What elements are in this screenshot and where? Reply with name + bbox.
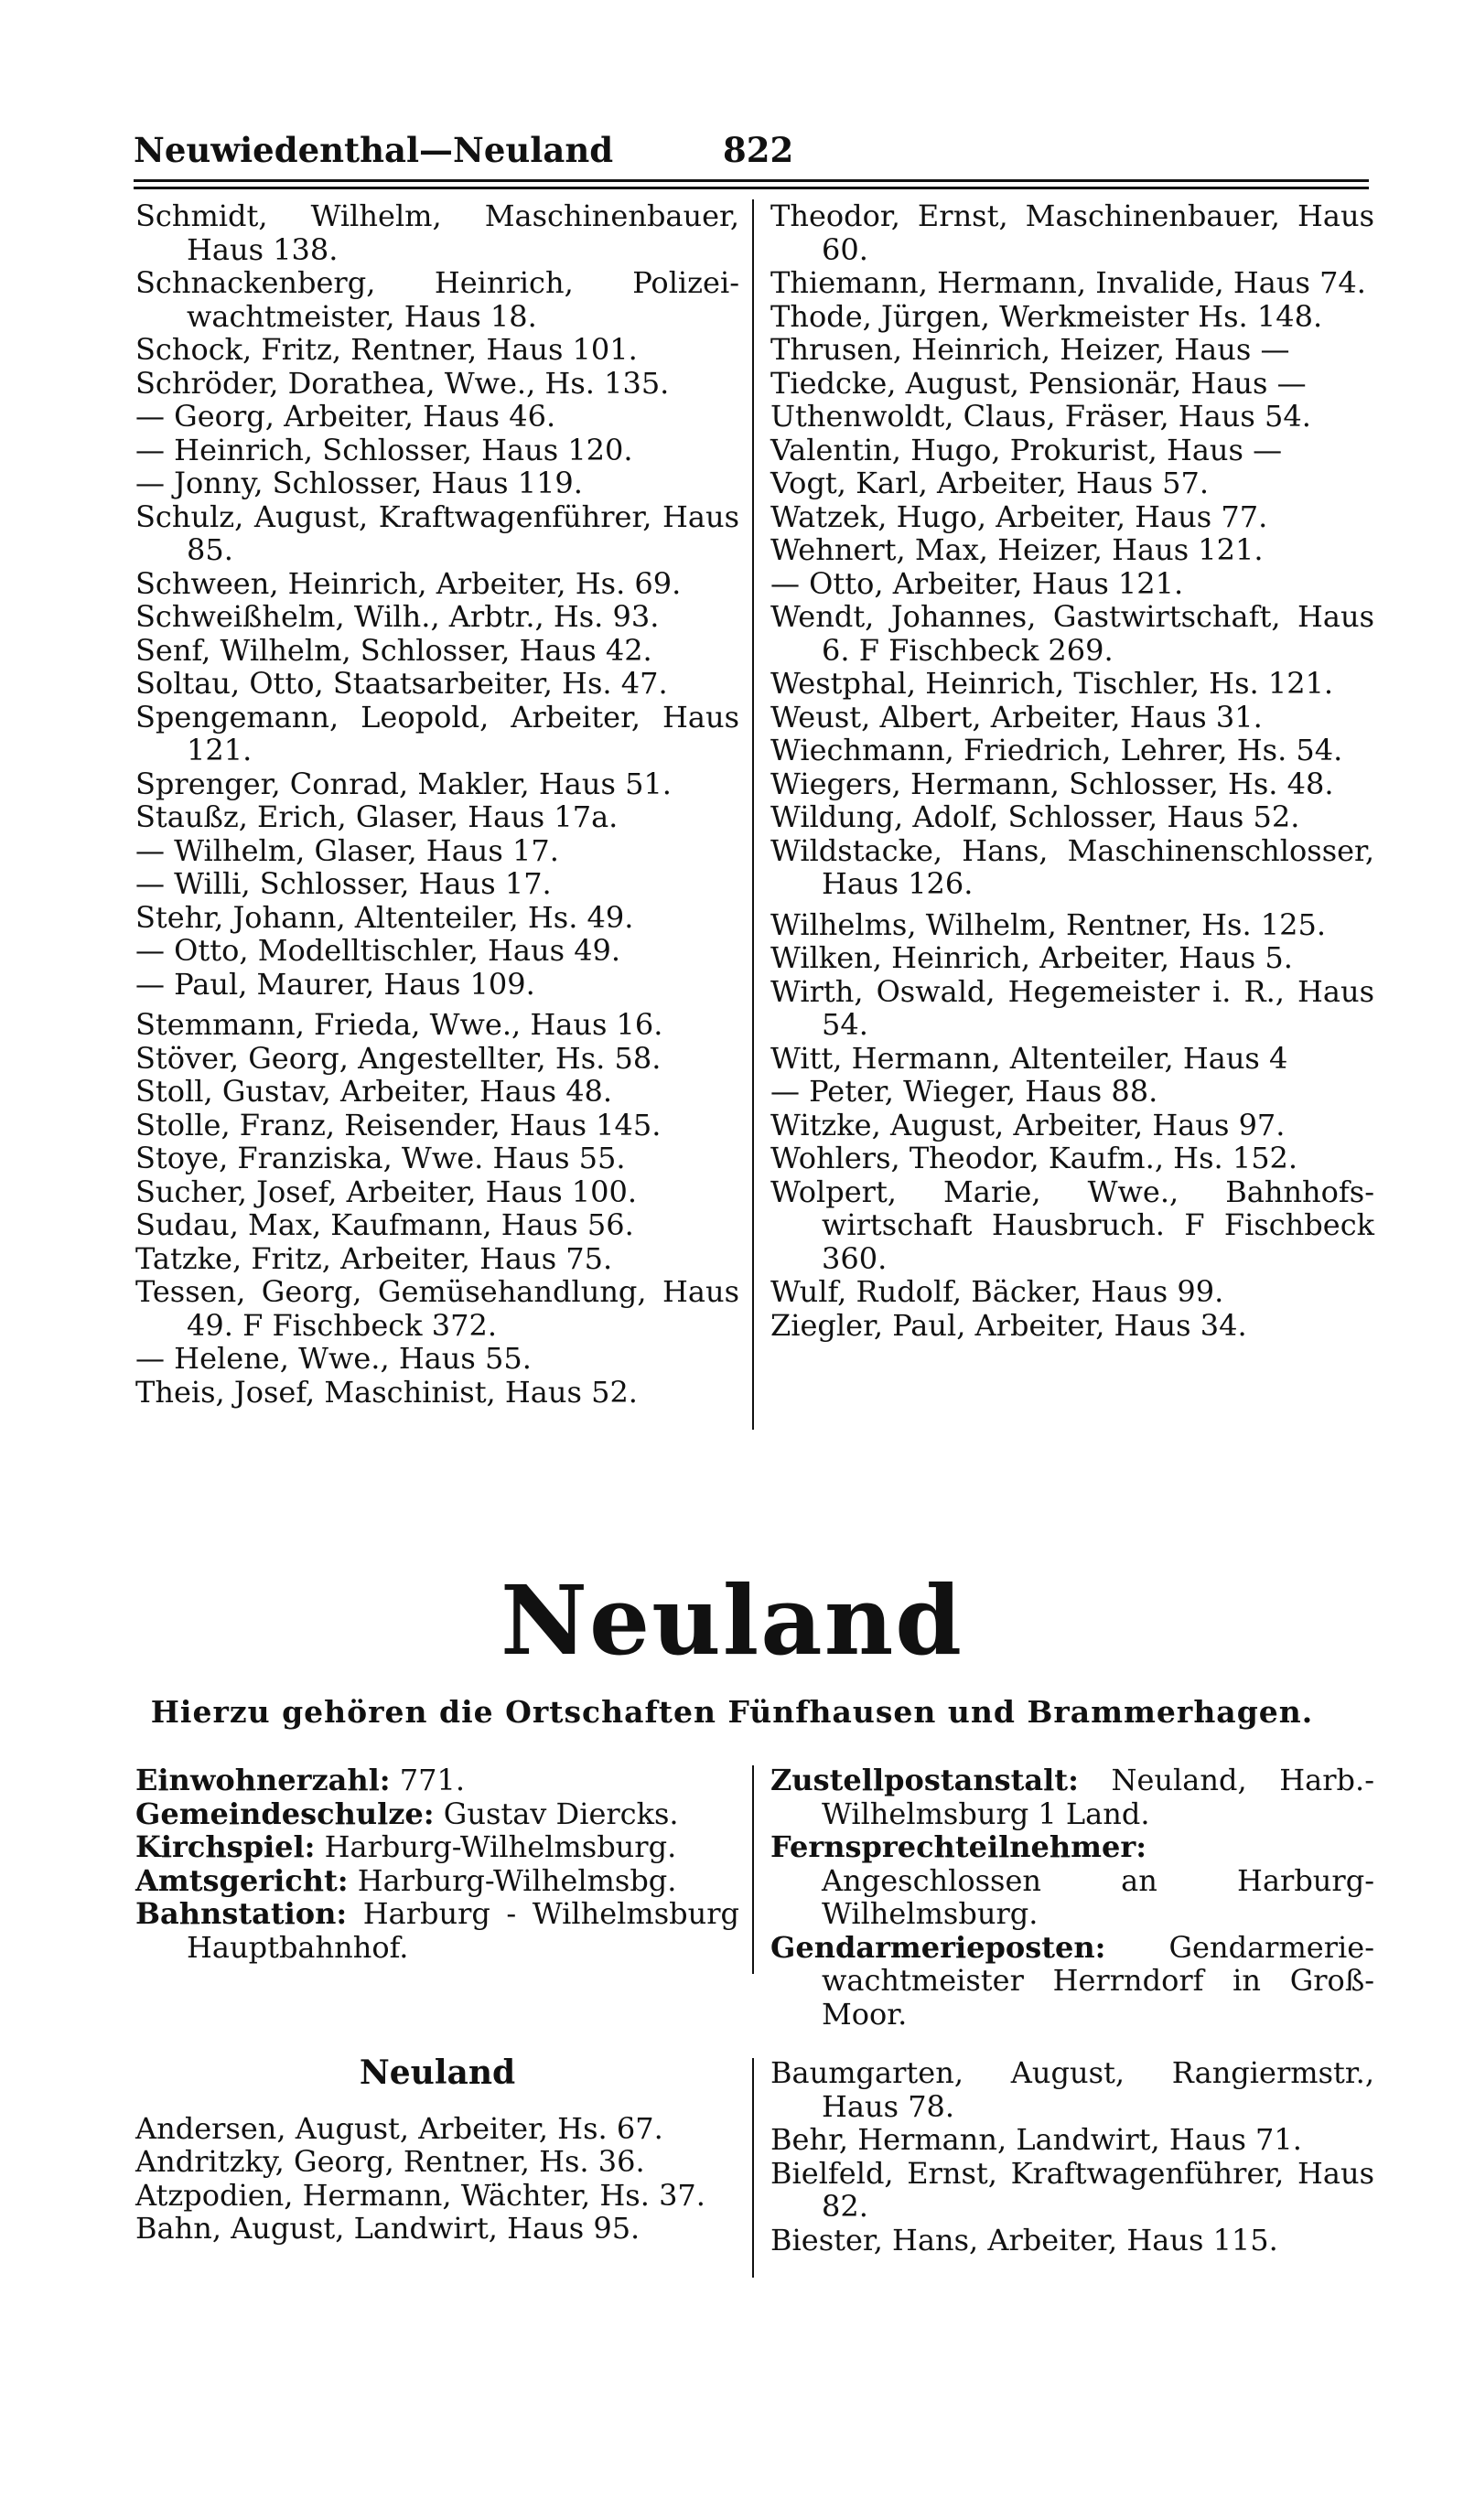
list-item: Vogt, Karl, Arbeiter, Haus 57. [770,466,1210,500]
list-item: Wilhelms, Wilhelm, Rentner, Hs. 125. [770,906,1327,942]
list-item: Thiemann, Hermann, Invalide, Haus 74. [770,265,1366,300]
info-value: Harburg-Wilhelmsburg. [315,1829,677,1864]
page-number: 822 [723,130,794,170]
info-value: Harburg-Wilhelmsbg. [348,1862,677,1898]
directory-left-column [135,199,739,1409]
info-item-population [135,1764,739,1797]
section-title: Neuland [500,1564,964,1677]
list-item: Uthenwoldt, Claus, Fräser, Haus 54. [770,399,1311,434]
list-item: Schmidt, Wilhelm, Maschinenbauer, Haus 138. [135,198,739,267]
list-item: — Peter, Wieger, Haus 88. [770,1074,1158,1109]
list-item: Andritzky, Georg, Rentner, Hs. 36. [135,2144,645,2179]
list-item: Soltau, Otto, Staatsarbeiter, Hs. 47. [135,666,668,701]
info-item-parish [135,1830,739,1864]
list-item: Tiedcke, August, Pensionär, Haus — [770,365,1307,401]
list-item: — Jonny, Schlosser, Haus 119. [135,466,583,500]
info-label: Bahnstation: [135,1896,348,1931]
list-item: Tessen, Georg, Gemüsehandlung, Haus 49. F Fischbeck 372. [135,1274,739,1343]
info-label: Amtsgericht: [135,1862,349,1898]
list-item: Westphal, Heinrich, Tischler, Hs. 121. [770,666,1334,701]
list-item: Wulf, Rudolf, Bäcker, Haus 99. [770,1274,1224,1309]
info-item-station [135,1897,739,1964]
list-item: Staußz, Erich, Glaser, Haus 17a. [135,799,619,834]
list-item: — Paul, Maurer, Haus 109. [135,966,535,1002]
list-item: Stoll, Gustav, Arbeiter, Haus 48. [135,1074,613,1109]
list-item: Wildung, Adolf, Schlosser, Haus 52. [770,799,1300,834]
list-item: Wirth, Oswald, Hegemeister i. R., Haus 54. [770,973,1374,1042]
info-value: Gustav Diercks. [434,1796,679,1831]
list-item: Schulz, August, Kraftwagenführer, Haus 85. [135,499,739,567]
info-label: Fernsprechteilnehmer: [770,1829,1147,1864]
list-item: Sprenger, Conrad, Makler, Haus 51. [135,766,672,801]
info-value: Neuland, Harb.-Wilhelmsburg 1 Land. [822,1763,1374,1831]
list-item: Theis, Josef, Maschinist, Haus 52. [135,1374,638,1410]
list-item: Senf, Wilhelm, Schlosser, Haus 42. [135,632,652,668]
list-item: Ziegler, Paul, Arbeiter, Haus 34. [770,1307,1247,1343]
info-value: Angeschlossen an Harburg-Wilhelmsburg. [822,1862,1374,1931]
header-rule-bottom [134,187,1369,189]
list-item: Stöver, Georg, Angestellter, Hs. 58. [135,1040,662,1076]
list-item: Wendt, Johannes, Gastwirtschaft, Haus 6. F Fischbeck 269. [770,599,1374,668]
info-label: Kirchspiel: [135,1829,316,1864]
list-item: Tatzke, Fritz, Arbeiter, Haus 75. [135,1240,613,1276]
list-item: — Willi, Schlosser, Haus 17. [135,866,552,901]
list-item: Sudau, Max, Kaufmann, Haus 56. [135,1207,634,1242]
list-item: Wiechmann, Friedrich, Lehrer, Hs. 54. [770,733,1343,767]
list-item: Stehr, Johann, Altenteiler, Hs. 49. [135,899,634,935]
list-item: Biester, Hans, Arbeiter, Haus 115. [770,2222,1278,2257]
column-divider-upper [752,199,754,1430]
list-item: — Helene, Wwe., Haus 55. [135,1341,532,1376]
list-item: Schnackenberg, Heinrich, Polizei-wachtmeister, Haus 18. [135,265,739,334]
residents-right-column [770,2056,1374,2257]
list-item: Wohlers, Theodor, Kaufm., Hs. 152. [770,1141,1298,1175]
list-item: Bielfeld, Ernst, Kraftwagenführer, Haus 82. [770,2155,1374,2224]
list-item: — Otto, Arbeiter, Haus 121. [770,565,1184,601]
info-item-police [770,1931,1374,2032]
column-divider-info [752,1765,754,1974]
list-item: Baumgarten, August, Rangiermstr., Haus 78. [770,2055,1374,2124]
list-item: Valentin, Hugo, Prokurist, Haus — [770,432,1283,467]
list-item: Wilken, Heinrich, Arbeiter, Haus 5. [770,940,1293,975]
section-subtitle: Hierzu gehören die Ortschaften Fünfhausen und Brammerhagen. [150,1694,1314,1730]
list-item: Schweißhelm, Wilh., Arbtr., Hs. 93. [135,599,660,634]
info-value: 771. [390,1763,466,1797]
list-item: Witzke, August, Arbeiter, Haus 97. [770,1107,1286,1142]
list-item: Weust, Albert, Arbeiter, Haus 31. [770,699,1263,735]
list-item: Wolpert, Marie, Wwe., Bahnhofs-wirtschaft Hausbruch. F Fischbeck 360. [770,1174,1374,1276]
list-item: — Georg, Arbeiter, Haus 46. [135,399,556,434]
info-label: Gemeindeschulze: [135,1796,435,1831]
list-item: Schock, Fritz, Rentner, Haus 101. [135,332,638,367]
list-item: Stolle, Franz, Reisender, Haus 145. [135,1107,662,1142]
list-item: Thode, Jürgen, Werkmeister Hs. 148. [770,298,1323,334]
info-value: Gendarmerie-wachtmeister Herrndorf in Groß-Moor. [822,1929,1374,2032]
list-item: Sucher, Josef, Arbeiter, Haus 100. [135,1174,638,1209]
list-item: — Heinrich, Schlosser, Haus 120. [135,432,633,467]
residents-heading: Neuland [359,2054,516,2092]
list-item: Behr, Hermann, Landwirt, Haus 71. [770,2122,1302,2157]
list-item: — Otto, Modelltischler, Haus 49. [135,933,621,968]
page-header [134,130,1369,176]
residents-left-column [135,2056,739,2246]
info-label: Zustellpostanstalt: [770,1763,1079,1797]
column-divider-residents [752,2058,754,2278]
header-rule-top [134,179,1369,182]
list-item: Witt, Hermann, Altenteiler, Haus 4 [770,1040,1288,1076]
info-item-telephone [770,1830,1374,1931]
list-item: Schröder, Dorathea, Wwe., Hs. 135. [135,365,670,401]
list-item: Wildstacke, Hans, Maschinenschlosser, Haus 126. [770,832,1374,901]
info-item-post-office [770,1764,1374,1830]
info-label: Einwohnerzahl: [135,1763,391,1797]
directory-right-column [770,199,1374,1342]
list-item: Stemmann, Frieda, Wwe., Haus 16. [135,1007,663,1042]
info-item-court [135,1864,739,1898]
list-item: — Wilhelm, Glaser, Haus 17. [135,832,559,868]
list-item: Schween, Heinrich, Arbeiter, Hs. 69. [135,565,682,601]
list-item: Theodor, Ernst, Maschinenbauer, Haus 60. [770,198,1374,267]
info-left-column [135,1764,739,1964]
info-right-column [770,1764,1374,2031]
info-label: Gendarmerieposten: [770,1929,1106,1965]
list-item: Watzek, Hugo, Arbeiter, Haus 77. [770,499,1268,534]
list-item: Atzpodien, Hermann, Wächter, Hs. 37. [135,2177,705,2213]
info-item-mayor [135,1797,739,1831]
info-value: Harburg - Wilhelmsburg Hauptbahnhof. [187,1896,739,1965]
list-item: Bahn, August, Landwirt, Haus 95. [135,2211,640,2246]
list-item: Andersen, August, Arbeiter, Hs. 67. [135,2110,663,2146]
list-item: Wehnert, Max, Heizer, Haus 121. [770,532,1264,567]
list-item: Spengemann, Leopold, Arbeiter, Haus 121. [135,699,739,767]
list-item: Stoye, Franziska, Wwe. Haus 55. [135,1141,626,1175]
list-item: Wiegers, Hermann, Schlosser, Hs. 48. [770,766,1334,801]
list-item: Thrusen, Heinrich, Heizer, Haus — [770,332,1290,367]
page-title: Neuwiedenthal—Neuland [134,130,614,170]
